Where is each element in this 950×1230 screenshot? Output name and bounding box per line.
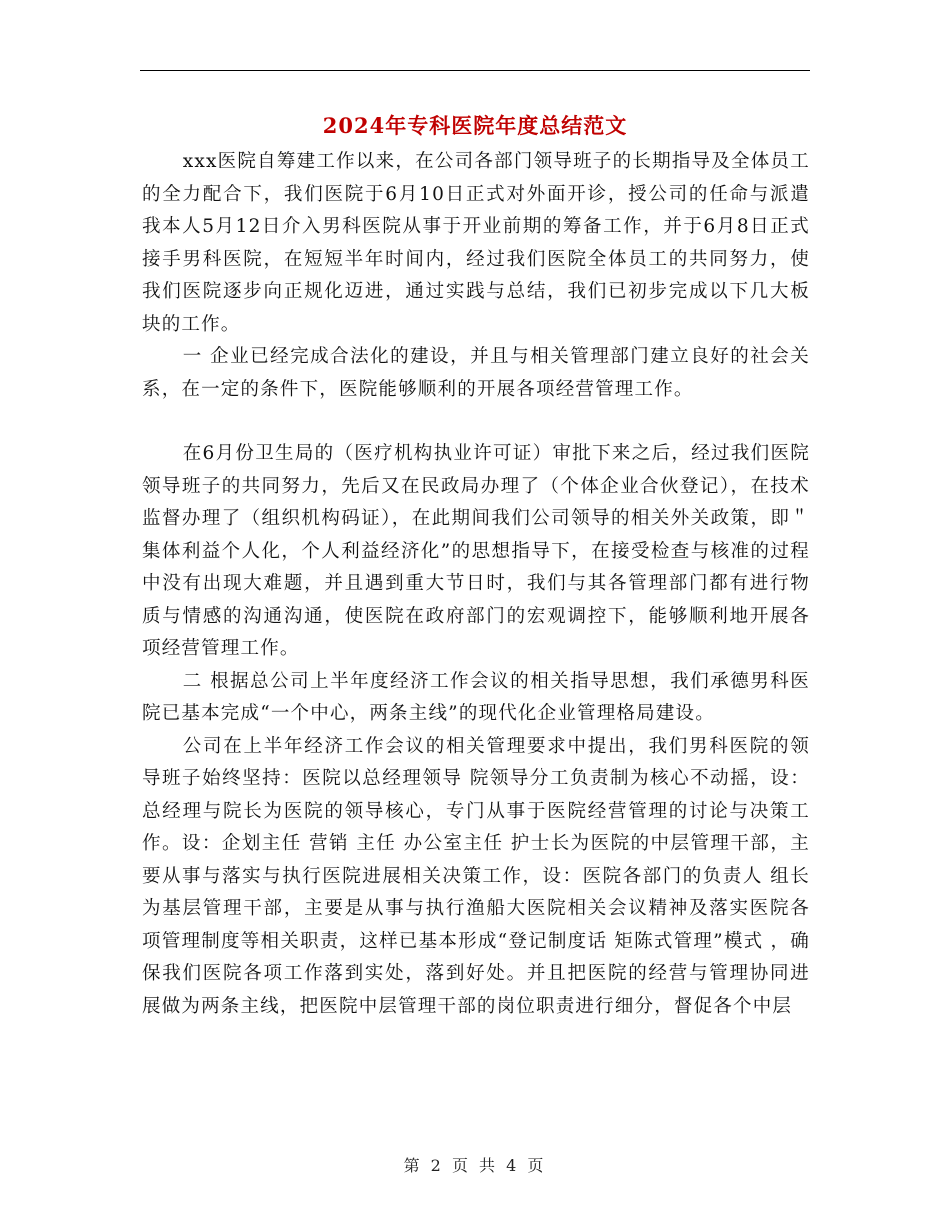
paragraph-section-one: 一 企业已经完成合法化的建设，并且与相关管理部门建立良好的社会关系，在一定的条件下，医院能够顺利的开展各项经营管理工作。 bbox=[142, 346, 810, 400]
paragraph-intro: xxx医院自筹建工作以来，在公司各部门领导班子的长期指导及全体员工的全力配合下，我们医院于6月10日正式对外面开诊，授公司的任命与派遣我本人5月12日介入男科医院从事于开业前期的筹备工作，并于6月8日正式接手男科医院，在短短半年时间内，经过我们医院全体员工的共同努力，使我们医院逐步向正规化迈进，通过实践与总结，我们已初步完成以下几大板块的工作。 bbox=[142, 151, 810, 335]
paragraph-licensing: 在6月份卫生局的（医疗机构执业许可证）审批下来之后，经过我们医院领导班子的共同努力，先后又在民政局办理了（个体企业合伙登记），在技术监督办理了（组织机构码证），在此期间我们公司领导的相关外关政策，即＂集体利益个人化，个人利益经济化”的思想指导下，在接受检查与核准的过程中没有出现大难题，并且遇到重大节日时，我们与其各管理部门都有进行物质与情感的沟通沟通，使医院在政府部门的宏观调控下，能够顺利地开展各项经营管理工作。 bbox=[142, 443, 810, 659]
document-body bbox=[142, 146, 810, 1023]
document-title: 2024年专科医院年度总结范文 bbox=[322, 113, 628, 138]
header-rule bbox=[140, 70, 810, 71]
page-number-footer: 第 2 页 共 4 页 bbox=[403, 1156, 547, 1175]
paragraph-section-two: 二 根据总公司上半年度经济工作会议的相关指导思想，我们承德男科医院已基本完成“一个中心，两条主线”的现代化企业管理格局建设。 bbox=[142, 670, 810, 724]
paragraph-management: 公司在上半年经济工作会议的相关管理要求中提出，我们男科医院的领导班子始终坚持：医院以总经理领导 院领导分工负责制为核心不动摇，设：总经理与院长为医院的领导核心，专门从事于医院经营管理的讨论与决策工作。设：企划主任 营销 主任 办公室主任 护士长为医院的中层管理干部，主要从事与落实与执行医院进展相关决策工作，设：医院各部门的负责人 组长为基层管理干部，主要是从事与执行渔船大医院相关会议精神及落实医院各项管理制度等相关职责，这样已基本形成“登记制度话 矩陈式管理”模式 ，确保我们医院各项工作落到实处，落到好处。并且把医院的经营与管理协同进展做为两条主线，把医院中层管理干部的岗位职责进行细分，督促各个中层 bbox=[142, 735, 810, 1017]
